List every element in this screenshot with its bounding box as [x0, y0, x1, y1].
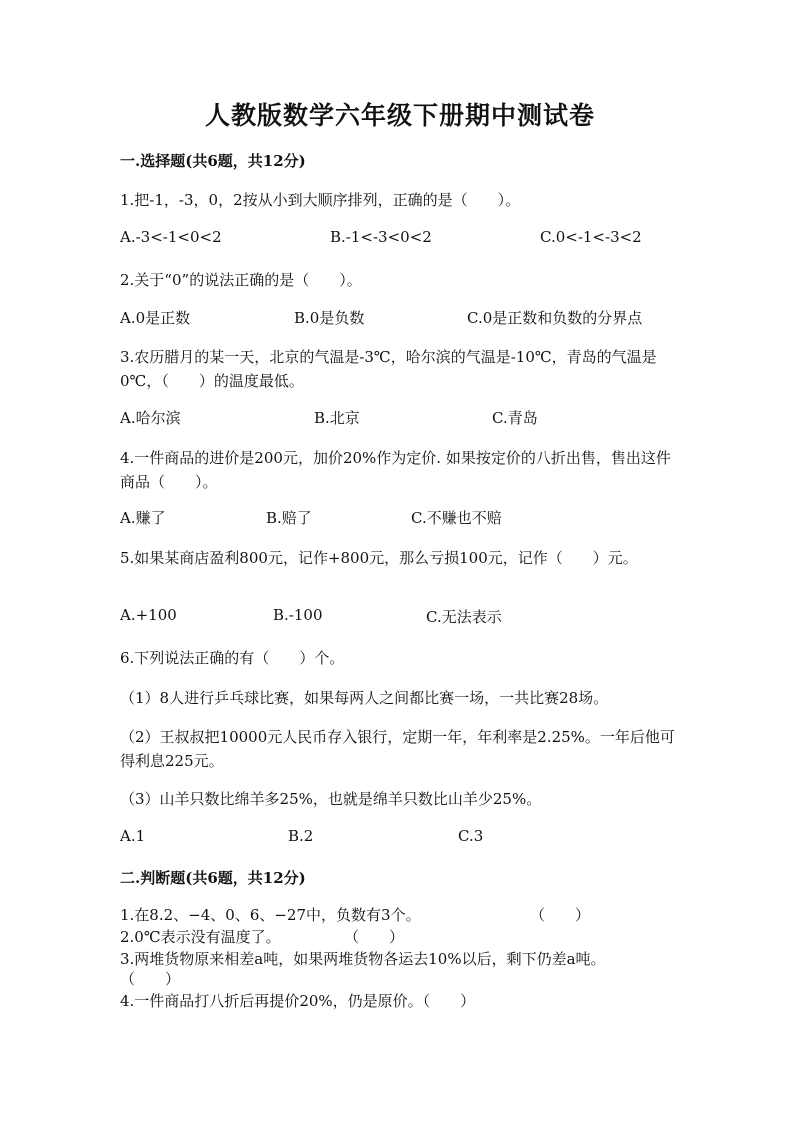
option-b[interactable]: B.0是负数: [294, 309, 365, 327]
judgment-3: [120, 949, 680, 969]
question-6-options: [120, 827, 720, 851]
judgment-3-paren-line: [120, 969, 680, 989]
question-6-statement-2: （2）王叔叔把10000元人民币存入银行，定期一年，年利率是2.25%。一年后他可得利息225元。: [120, 728, 675, 770]
option-a[interactable]: A.+100: [120, 606, 177, 624]
question-1: 1.把-1，-3，0，2按从小到大顺序排列，正确的是（ ）。: [120, 191, 521, 209]
answer-paren[interactable]: （ ）: [530, 906, 591, 924]
question-3: 3.农历腊月的某一天，北京的气温是-3℃，哈尔滨的气温是-10℃，青岛的气温是0℃，（ ）的温度最低。: [120, 348, 657, 390]
section-heading-judgment: 二.判断题(共6题，共12分): [120, 869, 306, 887]
question-5-options: [120, 606, 720, 630]
page-title: 人教版数学六年级下册期中测试卷: [204, 101, 595, 130]
judgment-1: [120, 905, 680, 925]
option-c[interactable]: C.无法表示: [426, 608, 502, 626]
option-c[interactable]: C.0<-1<-3<2: [540, 228, 642, 246]
question-3-options: [120, 407, 720, 431]
judgment-3-text: 3.两堆货物原来相差a吨，如果两堆货物各运去10%以后，剩下仍差a吨。: [120, 950, 606, 968]
question-4: 4.一件商品的进价是200元，加价20%作为定价. 如果按定价的八折出售，售出这件商品（ ）。: [120, 449, 671, 491]
option-c[interactable]: C.0是正数和负数的分界点: [467, 309, 643, 327]
question-5: 5.如果某商店盈利800元，记作+800元，那么亏损100元，记作（ ）元。: [120, 549, 638, 567]
option-b[interactable]: B.-1<-3<0<2: [330, 228, 432, 246]
option-a[interactable]: A.1: [120, 827, 146, 845]
question-2: 2.关于“0”的说法正确的是（ ）。: [120, 271, 362, 289]
judgment-1-text: 1.在8.2、−4、0、6、−27中，负数有3个。: [120, 906, 421, 924]
option-a[interactable]: A.哈尔滨: [120, 409, 181, 427]
judgment-2: [120, 927, 680, 947]
option-b[interactable]: B.-100: [273, 606, 323, 624]
option-b[interactable]: B.2: [288, 827, 314, 845]
answer-paren[interactable]: （ ）: [344, 928, 405, 946]
option-a[interactable]: A.赚了: [120, 509, 166, 527]
section-heading-choice: 一.选择题(共6题，共12分): [120, 152, 306, 170]
option-a[interactable]: A.0是正数: [120, 309, 191, 327]
question-1-options: [120, 228, 720, 252]
question-6: 6.下列说法正确的有（ ）个。: [120, 649, 345, 667]
question-6-statement-1: （1）8人进行乒乓球比赛，如果每两人之间都比赛一场，一共比赛28场。: [120, 689, 609, 707]
question-2-options: [120, 307, 720, 331]
question-4-options: [120, 507, 720, 531]
option-b[interactable]: B.赔了: [266, 509, 312, 527]
option-b[interactable]: B.北京: [314, 409, 360, 427]
option-c[interactable]: C.3: [458, 827, 484, 845]
question-6-statement-3: （3）山羊只数比绵羊多25%，也就是绵羊只数比山羊少25%。: [120, 790, 542, 808]
answer-paren[interactable]: （ ）: [120, 970, 181, 988]
option-c[interactable]: C.不赚也不赔: [411, 509, 502, 527]
option-c[interactable]: C.青岛: [492, 409, 538, 427]
option-a[interactable]: A.-3<-1<0<2: [120, 228, 222, 246]
judgment-2-text: 2.0℃表示没有温度了。: [120, 928, 281, 946]
judgment-4: 4.一件商品打八折后再提价20%，仍是原价。（ ）: [120, 992, 476, 1010]
